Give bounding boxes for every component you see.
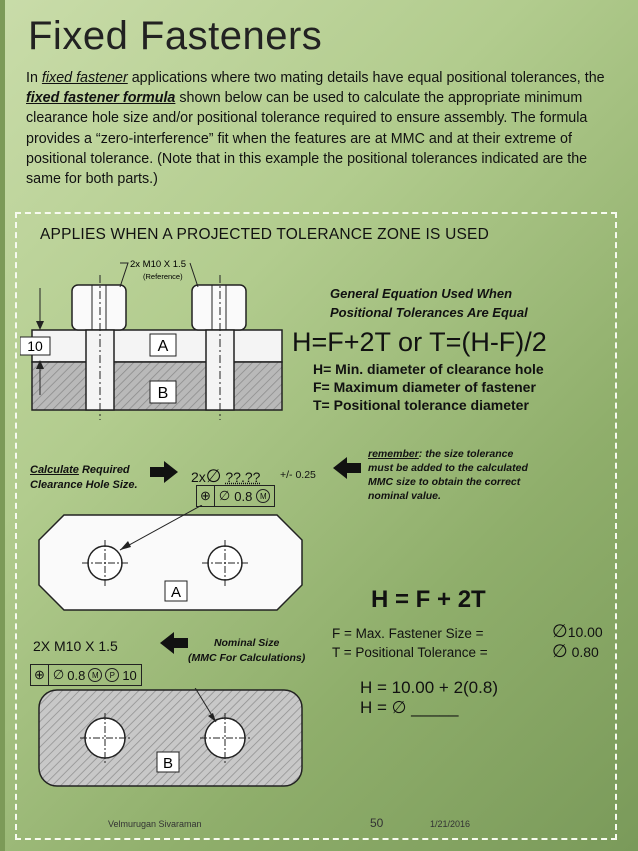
applies-heading: APPLIES WHEN A PROJECTED TOLERANCE ZONE IS USED <box>40 226 489 243</box>
left-accent-bar <box>0 0 5 851</box>
callout-label: 2x M10 X 1.5 <box>130 259 186 270</box>
datum-b-label: B <box>157 385 169 402</box>
plate-a-label: A <box>170 584 182 601</box>
datum-a-label: A <box>157 338 169 355</box>
mmc-modifier: M <box>88 668 102 682</box>
feature-control-frame-2: ⊕ ∅ 0.8 M P 10 <box>30 664 142 686</box>
fixed-fastener-term: fixed fastener <box>41 70 128 86</box>
fixed-fastener-formula: H = F + 2T <box>371 586 486 613</box>
arrow-right-icon <box>150 461 178 483</box>
slide-title: Fixed Fasteners <box>28 14 323 58</box>
footer-date: 1/21/2016 <box>430 819 471 829</box>
hole-size-tolerance: +/- 0.25 <box>280 469 316 481</box>
dim-10: 10 <box>27 338 43 354</box>
position-symbol-icon: ⊕ <box>197 486 215 506</box>
plate-b-label: B <box>162 755 174 772</box>
mmc-modifier: M <box>256 489 270 503</box>
nominal-size-note: Nominal Size (MMC For Calculations) <box>188 637 306 664</box>
remember-note: remember: the size tolerance must be added to the calculated MMC size to obtain the correct nominal value. <box>368 448 528 502</box>
general-equation-heading: General Equation Used When Positional Tolerances Are Equal <box>330 286 528 320</box>
formula-values: ∅10.00 ∅ 0.80 <box>552 621 603 661</box>
intro-paragraph: In fixed fastener applications where two mating details have equal positional tolerances, the fixed fastener formula shown below can be used to calculate the appropriate minimum clearance hole size and/or positional tolerance required to ensure assembly. The formula provides a “zero-interference” fit when the features are at MMC and at their extreme of positional tolerance. (Note that in this example the positional tolerances indicated are the same for both parts.) <box>26 70 605 188</box>
hole-size-callout: 2x∅ ??.?? <box>191 466 261 486</box>
fixed-fastener-formula-term: fixed fastener formula <box>26 90 176 107</box>
thread-callout: 2X M10 X 1.5 <box>33 638 118 654</box>
plate-b-top-view <box>22 688 322 788</box>
position-symbol-icon: ⊕ <box>31 665 49 685</box>
feature-control-frame-1: ⊕ ∅ 0.8 M <box>196 485 275 507</box>
general-equation: H=F+2T or T=(H-F)/2 <box>292 327 547 357</box>
footer-page-number: 50 <box>370 816 384 830</box>
footer-author: Velmurugan Sivaraman <box>108 819 202 829</box>
arrow-left-icon <box>333 457 361 479</box>
cross-section-drawing <box>20 255 295 425</box>
plate-a-top-view <box>22 505 322 613</box>
h-calculation: H = 10.00 + 2(0.8) H = ∅ _____ <box>360 678 498 717</box>
callout-note: (Reference) <box>143 272 183 281</box>
projected-zone-modifier: P <box>105 668 119 682</box>
arrow-left-icon <box>160 632 188 654</box>
variable-definitions: H= Min. diameter of clearance hole F= Maximum diameter of fastener T= Positional tolerance diameter <box>313 361 544 413</box>
calculate-note: Calculate Required Clearance Hole Size. <box>30 464 138 491</box>
formula-variables: F = Max. Fastener Size = T = Positional Tolerance = <box>332 626 488 660</box>
